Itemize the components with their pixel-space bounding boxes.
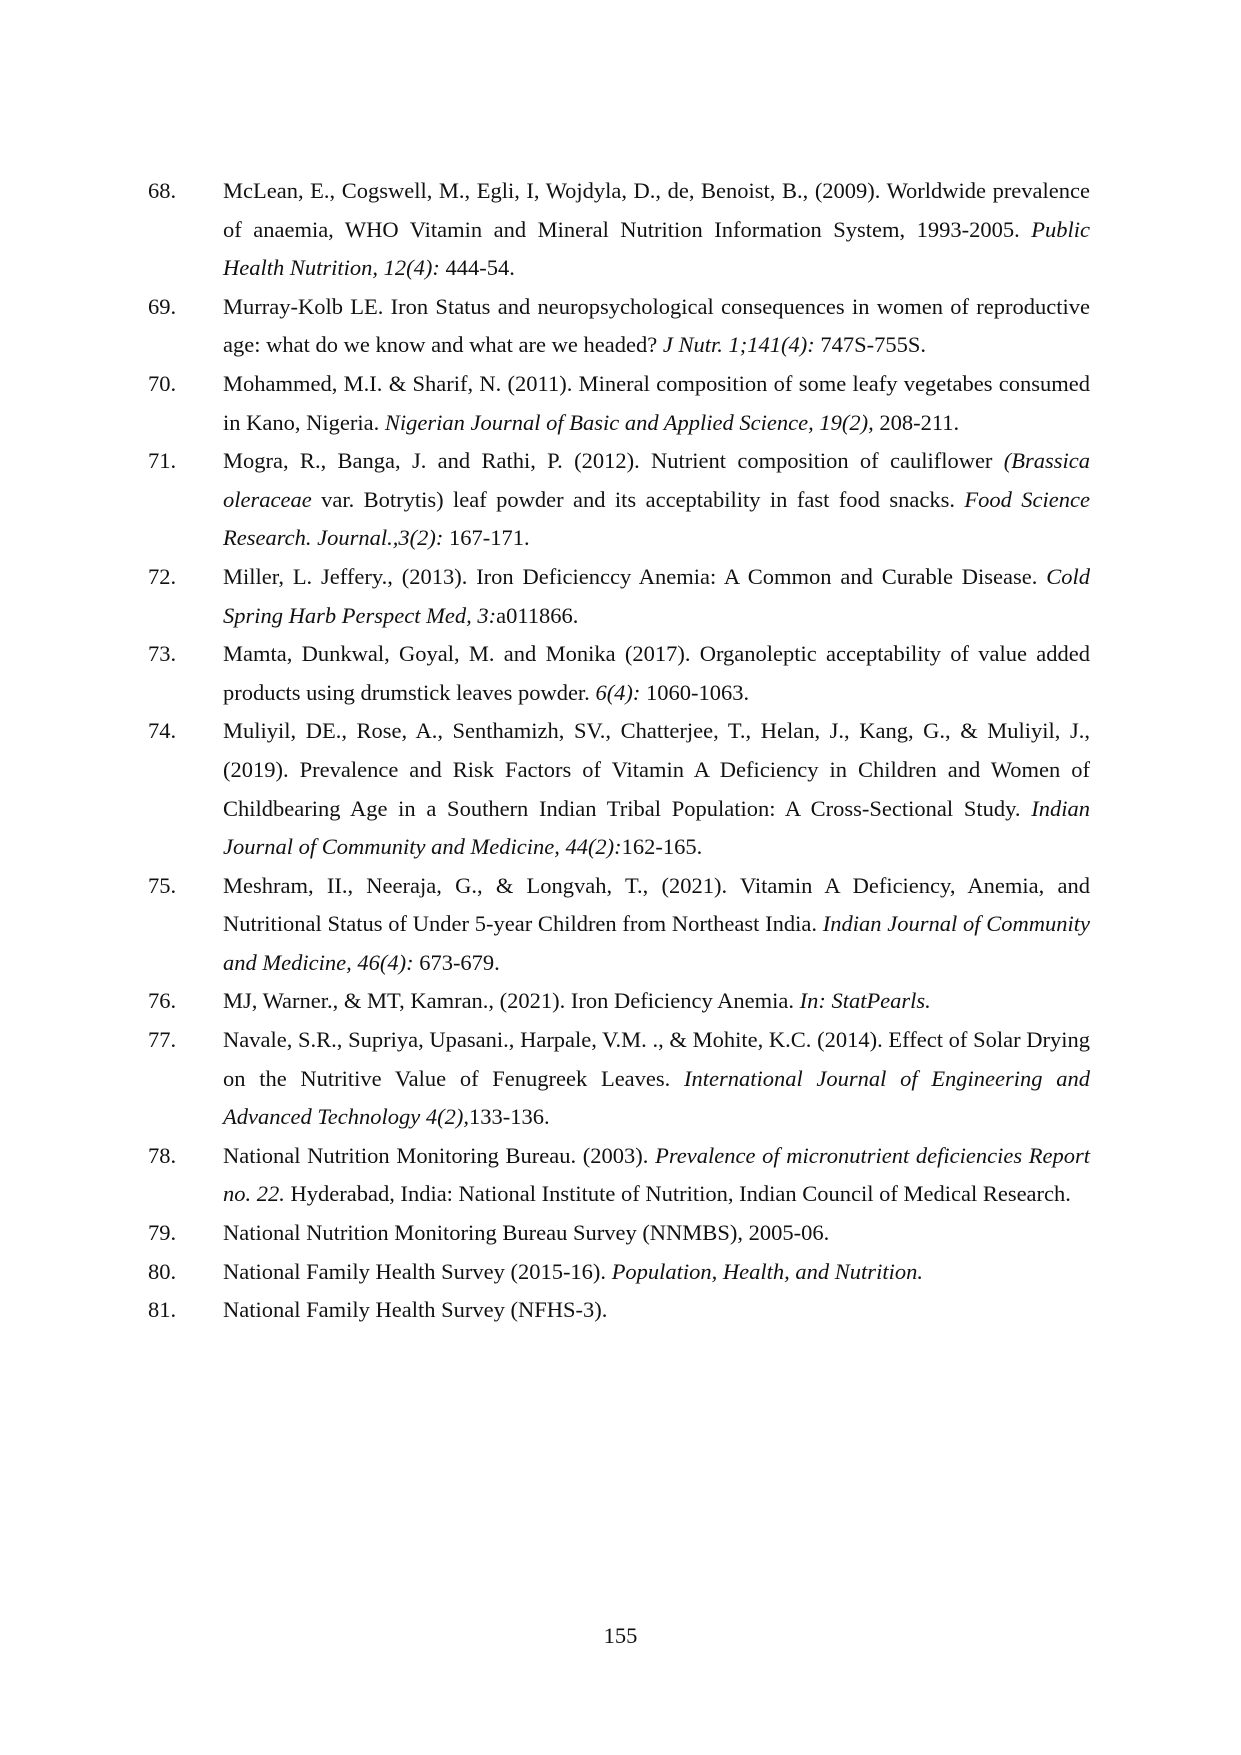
reference-part: Muliyil, DE., Rose, A., Senthamizh, SV., Chatterjee, T., Helan, J., Kang, G., & Muliyil, J., (2019). Prevalence and Risk Factors of Vitamin A Deficiency in Children and Women of Childbearing Age in a Southern Indian Tribal Population: A Cross-Sectional Study. xyxy=(223,718,1090,821)
reference-italic-part: International Journal of Engineering and Advanced Technology 4(2), xyxy=(223,1065,1090,1130)
reference-text xyxy=(223,442,1090,558)
reference-text xyxy=(223,558,1090,635)
reference-entry xyxy=(0,982,1241,1021)
reference-entry xyxy=(0,442,1241,558)
reference-part: Mamta, Dunkwal, Goyal, M. and Monika (2017). Organoleptic acceptability of value added products using drumstick leaves powder. xyxy=(223,641,1090,705)
reference-part: Mohammed, M.I. & Sharif, N. (2011). Mineral composition of some leafy vegetabes consumed in Kano, Nigeria. xyxy=(223,370,1090,435)
reference-entry xyxy=(0,172,1241,288)
reference-text xyxy=(223,635,1090,712)
reference-italic-part: Indian Journal of Community and Medicine, 44(2): xyxy=(223,795,1090,860)
reference-part: 133-136. xyxy=(468,1104,550,1130)
reference-italic-part: 6(4): xyxy=(595,679,641,705)
reference-entry xyxy=(0,365,1241,442)
reference-text xyxy=(223,1137,1090,1214)
reference-italic-part: Population, Health, and Nutrition. xyxy=(611,1258,923,1284)
reference-text xyxy=(223,1021,1090,1137)
reference-part: Miller, L. Jeffery., (2013). Iron Deficienccy Anemia: A Common and Curable Disease. xyxy=(223,563,1047,589)
reference-part: 747S-755S. xyxy=(814,332,926,358)
reference-italic-part: Food Science Research. Journal.,3(2): xyxy=(223,486,1090,551)
reference-entry xyxy=(0,288,1241,365)
reference-text xyxy=(223,172,1090,288)
reference-text xyxy=(223,867,1090,983)
reference-part: 673-679. xyxy=(413,949,500,975)
reference-part: Hyderabad, India: National Institute of Nutrition, Indian Council of Medical Research. xyxy=(284,1181,1071,1207)
reference-part: var. Botrytis) leaf powder and its acceptability in fast food snacks. xyxy=(311,486,965,512)
reference-number: 80. xyxy=(148,1258,177,1284)
reference-number: 74. xyxy=(148,718,177,744)
reference-text xyxy=(223,1214,1090,1253)
reference-part: Murray-Kolb LE. Iron Status and neuropsychological consequences in women of reproductive age: what do we know and what are we headed? xyxy=(223,293,1090,358)
reference-italic-part: Cold Spring Harb Perspect Med, 3: xyxy=(223,563,1090,628)
reference-text xyxy=(223,982,1090,1021)
reference-part: 167-171. xyxy=(443,525,530,551)
reference-number: 79. xyxy=(148,1220,177,1246)
reference-part: National Nutrition Monitoring Bureau Survey (NNMBS), 2005-06. xyxy=(223,1220,830,1246)
reference-text xyxy=(223,1291,1090,1330)
reference-entry xyxy=(0,1137,1241,1214)
reference-part: Meshram, II., Neeraja, G., & Longvah, T., (2021). Vitamin A Deficiency, Anemia, and Nutritional Status of Under 5-year Children from Northeast India. xyxy=(223,872,1090,937)
reference-number: 77. xyxy=(148,1027,177,1053)
reference-italic-part: Prevalence of micronutrient deficiencies Report no. 22. xyxy=(223,1142,1091,1207)
reference-italic-part: Public Health Nutrition, 12(4): xyxy=(223,216,1090,281)
reference-part: McLean, E., Cogswell, M., Egli, I, Wojdyla, D., de, Benoist, B., (2009). Worldwide prevalence of anaemia, WHO Vitamin and Mineral Nutrition Information System, 1993-2005. xyxy=(223,178,1090,242)
reference-number: 75. xyxy=(148,872,177,898)
reference-number: 81. xyxy=(148,1297,177,1323)
reference-number: 72. xyxy=(148,563,177,589)
reference-italic-part: (Brassica oleraceae xyxy=(223,448,1090,512)
reference-part: National Nutrition Monitoring Bureau. (2003). xyxy=(223,1142,656,1168)
reference-part: 208-211. xyxy=(873,409,960,435)
reference-number: 70. xyxy=(148,370,177,396)
reference-number: 71. xyxy=(148,448,177,474)
reference-part: Navale, S.R., Supriya, Upasani., Harpale, V.M. ., & Mohite, K.C. (2014). Effect of Solar Drying on the Nutritive Value of Fenugreek Leaves. xyxy=(223,1027,1090,1091)
reference-part: Mogra, R., Banga, J. and Rathi, P. (2012). Nutrient composition of cauliflower xyxy=(223,448,1004,474)
reference-part: a011866. xyxy=(496,602,579,628)
reference-entry xyxy=(0,1021,1241,1137)
reference-number: 76. xyxy=(148,988,177,1014)
reference-list xyxy=(0,172,1241,1330)
reference-part: National Family Health Survey (2015-16). xyxy=(223,1258,612,1284)
reference-entry xyxy=(0,558,1241,635)
reference-entry xyxy=(0,1214,1241,1253)
reference-number: 68. xyxy=(148,178,177,203)
reference-number: 78. xyxy=(148,1142,177,1168)
reference-text xyxy=(223,288,1090,365)
reference-part: National Family Health Survey (NFHS-3). xyxy=(223,1297,608,1323)
reference-italic-part: In: StatPearls. xyxy=(799,988,931,1014)
page-number: 155 xyxy=(603,1623,638,1648)
reference-text xyxy=(223,365,1090,442)
reference-number: 69. xyxy=(148,293,177,319)
reference-entry xyxy=(0,635,1241,712)
reference-part: MJ, Warner., & MT, Kamran., (2021). Iron Deficiency Anemia. xyxy=(223,988,800,1014)
reference-part: 444-54. xyxy=(439,255,515,281)
reference-italic-part: J Nutr. 1;141(4): xyxy=(662,332,815,358)
reference-entry xyxy=(0,1291,1241,1330)
reference-part: 1060-1063. xyxy=(640,679,750,705)
reference-number: 73. xyxy=(148,641,177,667)
reference-text xyxy=(223,1253,1090,1292)
reference-italic-part: Nigerian Journal of Basic and Applied Science, 19(2), xyxy=(384,409,874,435)
reference-entry xyxy=(0,867,1241,983)
reference-part: 162-165. xyxy=(621,834,703,860)
reference-entry xyxy=(0,712,1241,866)
reference-text xyxy=(223,712,1090,866)
reference-italic-part: Indian Journal of Community and Medicine, 46(4): xyxy=(223,911,1090,975)
reference-entry xyxy=(0,1253,1241,1292)
